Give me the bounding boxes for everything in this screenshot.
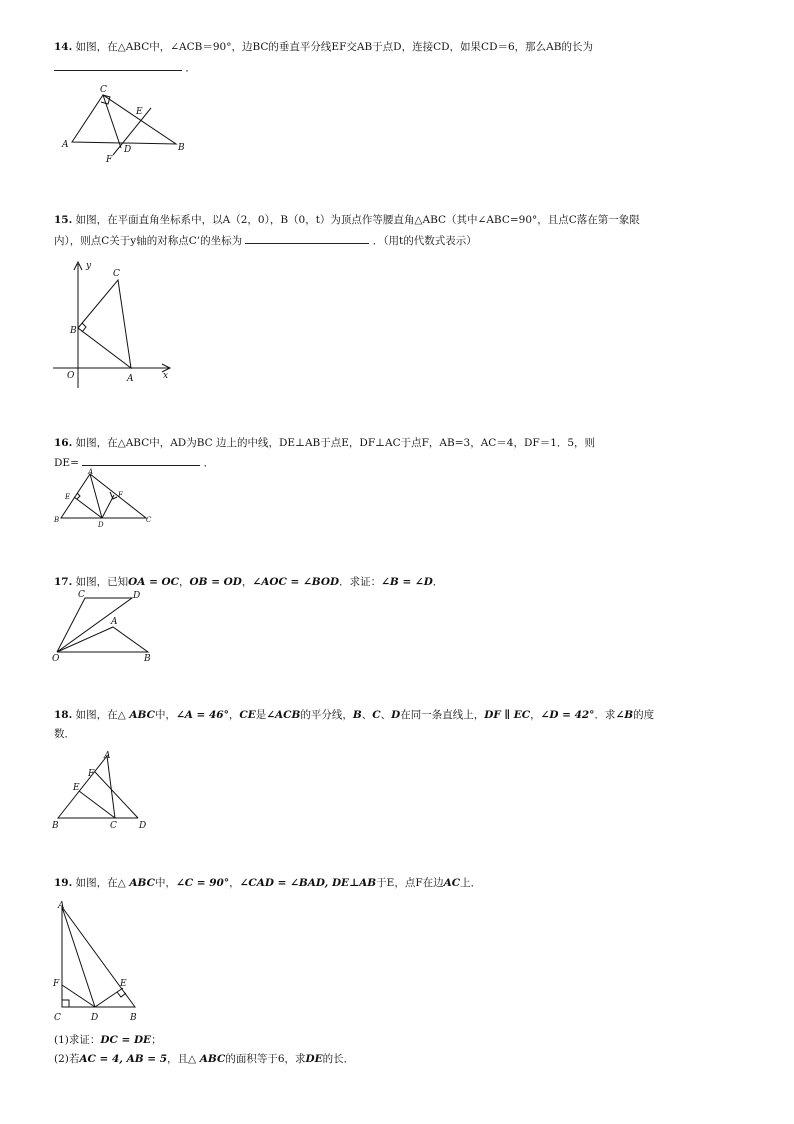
question-text: ．: [432, 576, 444, 588]
question-text: ．求证：: [339, 576, 382, 588]
math-expression: DC = DE: [100, 1034, 152, 1046]
perpendicular-de: [95, 988, 123, 1007]
math-expression: △ ABC: [188, 1053, 226, 1065]
label-o: O: [67, 371, 75, 381]
label-b: B: [144, 654, 151, 664]
label-a: A: [111, 617, 118, 627]
label-c: C: [110, 821, 117, 831]
math-expression: OB = OD: [189, 576, 242, 588]
question-19-sub1: [54, 1033, 162, 1047]
question-text: 、: [361, 709, 373, 721]
question-text: 内），则点C关于y轴的对称点C’的坐标为: [54, 235, 243, 247]
label-f: F: [106, 155, 113, 165]
label-b: B: [70, 326, 77, 336]
label-e: E: [120, 979, 127, 989]
question-text: 如图，已知: [75, 576, 129, 588]
math-expression: ∠B: [615, 709, 634, 721]
question-text: 数．: [54, 728, 75, 740]
question-text: (2)若: [54, 1053, 80, 1065]
question-text: 、: [380, 709, 392, 721]
label-c: C: [146, 516, 152, 524]
question-text: 上．: [460, 877, 482, 889]
question-text: 如图，在△ABC中，AD为BC 边上的中线，DE⊥AB于点E，DF⊥AC于点F，AB=3，AC＝4，DF＝1．5，则: [75, 437, 596, 449]
label-b: B: [178, 143, 185, 153]
question-number: 19.: [54, 877, 73, 889]
question-text: DE=: [54, 457, 79, 469]
question-text: ，: [179, 576, 190, 588]
segment-fd: [62, 985, 95, 1007]
math-expression: △ ABC: [117, 877, 155, 889]
question-text: (1)求证：: [54, 1034, 101, 1046]
label-f: F: [53, 979, 60, 989]
label-d: D: [133, 591, 141, 601]
question-text: 如图，在: [75, 709, 118, 721]
question-text: ，: [530, 709, 541, 721]
label-b: B: [130, 1013, 137, 1023]
math-expression: DF ∥ EC: [484, 709, 531, 721]
math-expression: DE: [305, 1053, 323, 1065]
label-c: C: [54, 1013, 61, 1023]
math-expression: C: [372, 709, 381, 721]
label-d: D: [98, 521, 104, 529]
question-number: 16.: [54, 437, 73, 449]
question-text: ，: [229, 877, 240, 889]
question-number: 14.: [54, 41, 73, 53]
question-19-sub2: [54, 1052, 354, 1066]
question-text: 如图，在△ABC中，∠ACB＝90°，边BC的垂直平分线EF交AB于点D，连接CD，如果CD＝6，那么AB的长为: [75, 41, 593, 53]
label-a: A: [88, 468, 94, 476]
label-d: D: [139, 821, 147, 831]
question-text: 如图，在: [75, 877, 118, 889]
question-text: 是: [255, 709, 267, 721]
label-b: B: [52, 821, 59, 831]
question-text: 的度: [633, 709, 655, 721]
label-b: B: [54, 516, 60, 524]
math-expression: AC: [443, 877, 461, 889]
label-c: C: [78, 590, 85, 600]
question-text: 如图，在平面直角坐标系中，以A（2，0），B（0，t）为顶点作等腰直角△ABC（其中∠ABC=90°，且点C落在第一象限: [75, 214, 640, 226]
question-text: 中，: [154, 709, 176, 721]
label-f: F: [88, 769, 95, 779]
question-text: ．求: [594, 709, 616, 721]
question-text: 在同一条直线上，: [400, 709, 485, 721]
label-e: E: [136, 107, 143, 117]
math-expression: ∠D = 42°: [540, 709, 595, 721]
question-number: 17.: [54, 576, 73, 588]
right-angle-mark: [62, 1000, 69, 1007]
question-number: 18.: [54, 709, 73, 721]
label-a: A: [127, 374, 134, 384]
question-text: ．（用t的代数式表示）: [372, 235, 477, 247]
question-text: 的平分线，: [300, 709, 353, 721]
label-x: x: [163, 371, 169, 381]
math-expression: ∠CAD = ∠BAD, DE⊥AB: [239, 877, 377, 889]
question-tail: ．: [185, 62, 196, 74]
label-o: O: [52, 654, 60, 664]
question-text: 的面积等于6，求: [225, 1053, 306, 1065]
question-text: 于E，点F在边: [376, 877, 444, 889]
label-f: F: [118, 491, 123, 499]
question-text: 的长．: [322, 1053, 355, 1065]
label-a: A: [62, 140, 69, 150]
math-expression: ∠ACB: [266, 709, 301, 721]
math-expression: AC = 4, AB = 5: [79, 1053, 168, 1065]
question-text: 中，: [154, 877, 176, 889]
label-e: E: [65, 493, 71, 501]
question-text: ，: [228, 709, 240, 721]
math-expression: ∠AOC = ∠BOD: [252, 576, 340, 588]
math-expression: D: [391, 709, 401, 721]
label-y: y: [86, 261, 92, 271]
question-number: 15.: [54, 214, 73, 226]
label-a: A: [58, 901, 65, 911]
question-tail: ．: [203, 457, 215, 469]
math-expression: CE: [239, 709, 256, 721]
question-text: ；: [151, 1034, 162, 1046]
math-expression: B: [352, 709, 362, 721]
math-expression: ∠B = ∠D: [381, 576, 433, 588]
bisector-ad: [62, 907, 95, 1007]
label-a: A: [104, 751, 111, 761]
label-d: D: [91, 1013, 99, 1023]
math-expression: OA = OC: [128, 576, 180, 588]
math-expression: ∠C = 90°: [175, 877, 230, 889]
label-c: C: [100, 85, 107, 95]
question-text: ，: [241, 576, 253, 588]
label-d: D: [124, 145, 132, 155]
label-e: E: [73, 783, 80, 793]
math-expression: ∠A = 46°: [175, 709, 229, 721]
question-text: ，且: [167, 1053, 189, 1065]
label-c: C: [113, 269, 120, 279]
math-expression: △ ABC: [117, 709, 155, 721]
